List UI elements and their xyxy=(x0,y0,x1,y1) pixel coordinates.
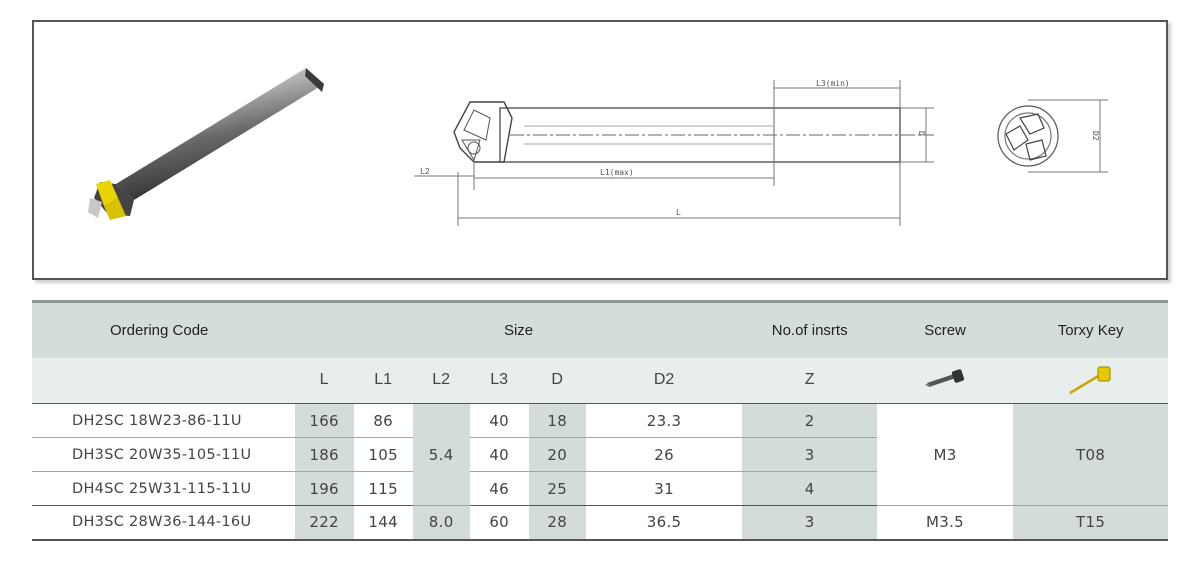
cell-d2: 31 xyxy=(654,479,674,498)
header-ordering-code: Ordering Code xyxy=(32,302,295,358)
cell-l3: 60 xyxy=(470,506,529,540)
cell-l1: 86 xyxy=(354,404,413,438)
cell-l2-group: 5.4 xyxy=(413,404,470,506)
subheader-d2: D2 xyxy=(586,358,743,404)
cell-d2: 26 xyxy=(586,438,743,472)
cell-d: 18 xyxy=(529,404,586,438)
table-row xyxy=(32,404,1168,438)
cell-d2: 23.3 xyxy=(586,404,743,438)
cell-l: 186 xyxy=(295,438,354,472)
subheader-blank xyxy=(32,358,295,404)
subheader-l1: L1 xyxy=(354,358,413,404)
cell-z: 3 xyxy=(742,438,876,472)
header-row xyxy=(32,302,1168,358)
cell-l3: 46 xyxy=(489,479,510,498)
cell-l3: 40 xyxy=(470,404,529,438)
subheader-row xyxy=(32,358,1168,404)
subheader-d: D xyxy=(529,358,586,404)
table-row xyxy=(32,506,1168,540)
cell-screw: M3.5 xyxy=(877,506,1013,540)
subheader-l3: L3 xyxy=(470,358,529,404)
cell-d: 25 xyxy=(529,472,586,506)
side-view-schematic xyxy=(414,80,934,226)
dim-label-l1: L1(max) xyxy=(600,168,634,177)
cell-key: T15 xyxy=(1013,506,1168,540)
subheader-l: L xyxy=(295,358,354,404)
cell-z: 4 xyxy=(742,472,876,506)
tool-drawing xyxy=(34,22,1170,282)
cell-l1: 144 xyxy=(354,506,413,540)
cell-l: 222 xyxy=(295,506,354,540)
cell-z: 2 xyxy=(742,404,876,438)
key-icon-cell xyxy=(1013,358,1168,404)
cell-key-group: T08 xyxy=(1013,404,1168,506)
cell-l2: 8.0 xyxy=(413,506,470,540)
dim-label-d: D xyxy=(917,131,926,136)
dim-label-d2: D2 xyxy=(1091,131,1100,141)
row-ordering-code: DH3SC 28W36-144-16U xyxy=(32,506,295,540)
specification-table xyxy=(32,300,1168,541)
cell-d: 28 xyxy=(529,506,586,540)
header-screw: Screw xyxy=(877,302,1013,358)
dim-label-l2: L2 xyxy=(420,167,430,176)
row-ordering-code: DH2SC 18W23-86-11U xyxy=(32,404,295,438)
header-no-inserts: No.of insrts xyxy=(742,302,876,358)
dim-label-l: L xyxy=(676,208,681,217)
header-torxy-key: Torxy Key xyxy=(1013,302,1168,358)
cell-l: 166 xyxy=(295,404,354,438)
cell-z: 3 xyxy=(742,506,876,540)
row-ordering-code: DH3SC 20W35-105-11U xyxy=(32,438,295,472)
cell-screw-group: M3 xyxy=(877,404,1013,506)
tool-render-image xyxy=(88,68,324,220)
row-ordering-code: DH4SC 25W31-115-11U xyxy=(72,480,252,497)
cell-l1: 105 xyxy=(354,438,413,472)
dim-label-l3: L3(min) xyxy=(816,79,850,88)
cell-l3: 40 xyxy=(470,438,529,472)
torx-key-icon xyxy=(1066,365,1116,395)
cell-d2: 36.5 xyxy=(586,506,743,540)
cell-l1: 115 xyxy=(368,479,398,498)
cell-l: 196 xyxy=(295,472,354,506)
header-size: Size xyxy=(295,302,743,358)
technical-drawing-panel xyxy=(32,20,1168,280)
subheader-z: Z xyxy=(742,358,876,404)
screw-icon-cell xyxy=(877,358,1013,404)
subheader-l2: L2 xyxy=(413,358,470,404)
screw-icon xyxy=(923,369,967,391)
cell-d: 20 xyxy=(529,438,586,472)
